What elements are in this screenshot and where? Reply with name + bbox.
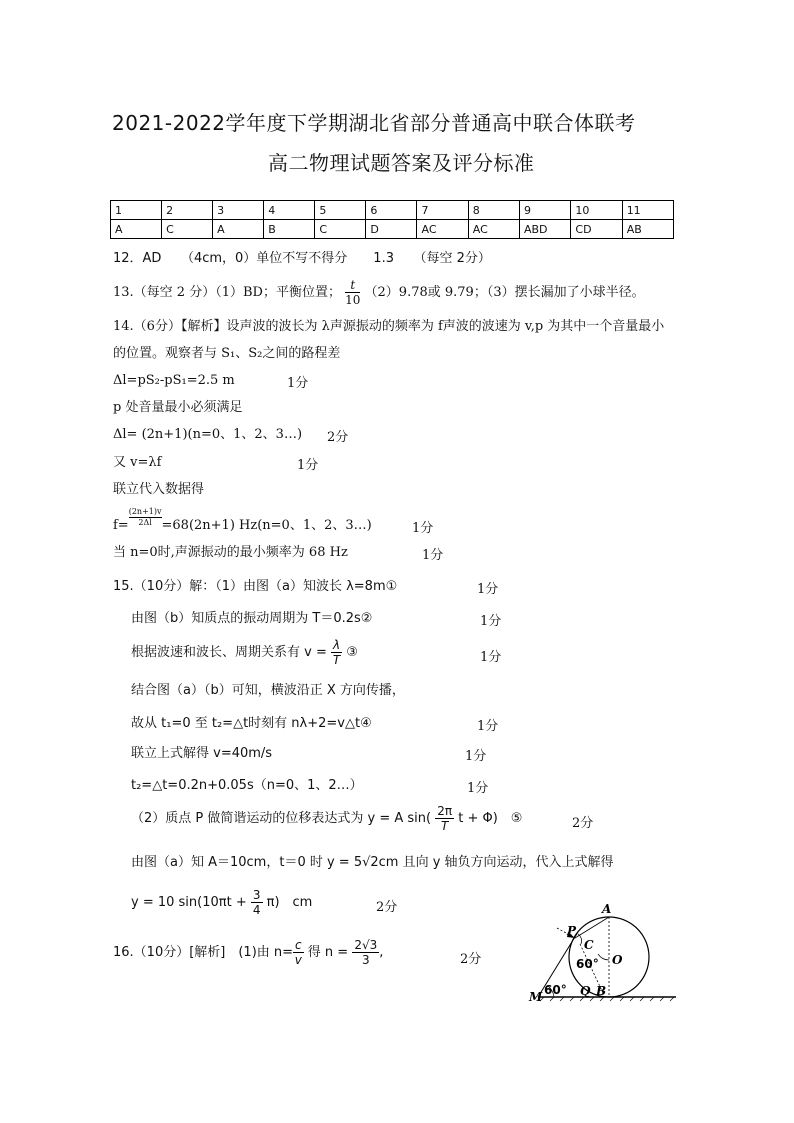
label-P: P (567, 924, 577, 938)
q15-line-10 (131, 888, 312, 917)
q14-line-4: p 处音量最小必须满足 (113, 400, 243, 415)
q15-line-3 (131, 638, 358, 667)
q14-line-1: 14.（6分）【解析】设声波的波长为 λ声源振动的频率为 f声波的波速为 v,p 为其中一个音量最小 (113, 319, 665, 334)
fraction-numerator: t (345, 278, 360, 293)
table-cell: A (111, 220, 162, 239)
q14-points-8: 1分 (412, 521, 434, 536)
q16-line (113, 938, 383, 967)
q16-points: 2分 (460, 952, 482, 967)
q15-line-8 (131, 804, 522, 833)
fraction-numerator: 2π (437, 804, 453, 818)
q14-line-7: 联立代入数据得 (113, 482, 205, 497)
fraction-denominator: 3 (361, 953, 370, 967)
refraction-figure (520, 898, 680, 1008)
fraction-denominator: T (332, 653, 341, 667)
q16-fraction-2 (352, 938, 379, 967)
fraction-denominator: T (440, 819, 449, 833)
q15-line-2: 由图（b）知质点的振动周期为 T＝0.2s② (131, 611, 373, 626)
q14-line-8 (113, 507, 372, 535)
table-cell: B (264, 220, 315, 239)
answer-table (110, 200, 674, 239)
q13-post: （2）9.78或 9.79；（3）摆长漏加了小球半径。 (364, 285, 645, 300)
table-cell: A (213, 220, 264, 239)
angle-arc (598, 954, 609, 960)
table-cell: CD (571, 220, 622, 239)
q14-points-3: 1分 (287, 376, 309, 391)
q15-points-8: 2分 (572, 816, 594, 831)
q15-line-7: t₂=△t=0.2n+0.05s（n=0、1、2…） (131, 778, 363, 793)
label-C: C (584, 938, 594, 952)
q14-points-6: 1分 (297, 458, 319, 473)
fraction-numerator: (2n+1)v (128, 507, 162, 516)
table-cell: 11 (622, 201, 673, 220)
table-cell: 3 (213, 201, 264, 220)
q16-post: , (379, 945, 384, 960)
q13-fraction (345, 278, 360, 307)
table-cell: 4 (264, 201, 315, 220)
q15-line-1: 15.（10分）解：（1）由图（a）知波长 λ=8m① (113, 579, 398, 594)
q13-line (113, 278, 645, 307)
q15-line-4: 结合图（a）（b）可知，横波沿正 X 方向传播， (131, 683, 405, 698)
table-cell: 1 (111, 201, 162, 220)
q13-pre: 13.（每空 2 分）（1）BD；平衡位置； (113, 285, 341, 300)
table-cell: C (162, 220, 213, 239)
label-Q: Q (580, 984, 591, 998)
table-cell: 5 (315, 201, 366, 220)
q14-points-5: 2分 (327, 430, 349, 445)
document-subtitle: 高二物理试题答案及评分标准 (268, 151, 535, 175)
q15-points-6: 1分 (465, 749, 487, 764)
label-O: O (612, 953, 623, 967)
q12-line: 12．AD （4cm，0）单位不写不得分 1.3 （每空 2分） (113, 251, 491, 266)
fraction-denominator: 4 (252, 903, 261, 917)
table-cell: AC (468, 220, 519, 239)
fraction-denominator: 10 (345, 293, 361, 307)
q15-points-3: 1分 (480, 650, 502, 665)
q15-points-10: 2分 (376, 900, 398, 915)
fraction-numerator: c (295, 938, 302, 952)
table-cell: 9 (519, 201, 570, 220)
table-cell: 10 (571, 201, 622, 220)
table-cell: D (366, 220, 417, 239)
table-cell: C (315, 220, 366, 239)
fraction-numerator: λ (333, 638, 341, 652)
q15-line-9: 由图（a）知 A＝10cm，t＝0 时 y = 5√2cm 且向 y 轴负方向运动，代入上式解得 (131, 855, 614, 870)
q15-l3-post: ③ (346, 645, 358, 660)
table-cell: AC (417, 220, 468, 239)
q15-l3-fraction (331, 638, 342, 667)
q15-points-1: 1分 (477, 582, 499, 597)
label-angle-center: 60° (576, 957, 599, 971)
q15-points-2: 1分 (480, 614, 502, 629)
table-cell: 8 (468, 201, 519, 220)
q14-line-5: Δl= (2n+1)(n=0、1、2、3…) (113, 427, 303, 442)
q16-pre: 16.（10分）[解析] (1)由 n= (113, 945, 294, 960)
q15-l8-fraction (435, 804, 454, 833)
label-M: M (529, 990, 543, 1004)
q14-line-9: 当 n=0时,声源振动的最小频率为 68 Hz (113, 545, 348, 560)
q15-l10-post: π) cm (266, 895, 313, 910)
q15-l8-post: t + Φ) ⑤ (458, 811, 523, 826)
table-cell: ABD (519, 220, 570, 239)
q14-f-post: =68(2n+1) Hz(n=0、1、2、3…) (161, 518, 372, 533)
table-cell: AB (622, 220, 673, 239)
table-row-numbers (111, 201, 674, 220)
q14-fraction (129, 507, 162, 528)
label-B: B (596, 984, 607, 998)
q15-points-7: 1分 (467, 781, 489, 796)
label-angle-base: 60° (544, 983, 567, 997)
q14-line-3: Δl=pS₂-pS₁=2.5 m (113, 373, 235, 388)
q14-line-2: 的位置。观察者与 S₁、S₂之间的路程差 (113, 346, 341, 361)
q15-l3-pre: 根据波速和波长、周期关系有 v = (131, 645, 327, 660)
q16-mid: 得 n = (307, 945, 349, 960)
fraction-numerator: 2√3 (354, 938, 378, 952)
table-cell: 2 (162, 201, 213, 220)
q14-f-pre: f= (113, 518, 129, 533)
fraction-denominator: v (294, 953, 302, 967)
q15-line-6: 联立上式解得 v=40m/s (131, 746, 273, 761)
table-row-answers (111, 220, 674, 239)
q15-line-5: 故从 t₁=0 至 t₂=△t时刻有 nλ+2=v△t④ (131, 716, 372, 731)
q14-line-6: 又 v=λf (113, 455, 162, 470)
q16-fraction-1 (293, 938, 304, 967)
fraction-numerator: 3 (252, 888, 261, 902)
q15-l10-fraction (251, 888, 263, 917)
document-title: 2021-2022学年度下学期湖北省部分普通高中联合体联考 (112, 111, 636, 135)
table-cell: 7 (417, 201, 468, 220)
q15-l8-pre: （2）质点 P 做简谐运动的位移表达式为 y = A sin( (131, 811, 432, 826)
fraction-denominator: 2Δl (138, 518, 152, 527)
q14-points-9: 1分 (422, 548, 444, 563)
table-cell: 6 (366, 201, 417, 220)
q15-points-5: 1分 (477, 719, 499, 734)
label-A: A (602, 902, 612, 916)
q15-l10-pre: y = 10 sin(10πt + (131, 895, 247, 910)
